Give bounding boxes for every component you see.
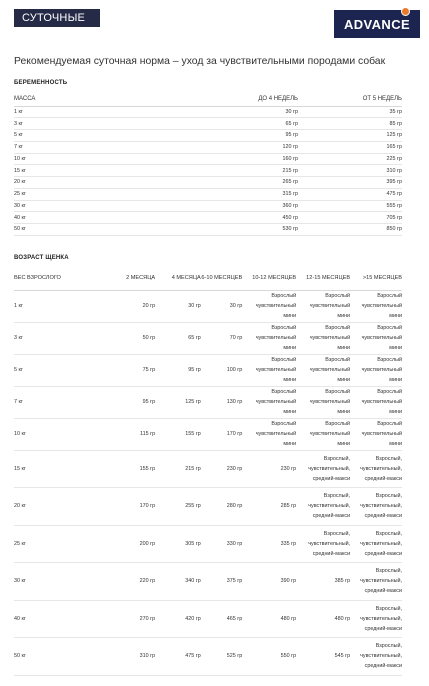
brand-logo: ADVANCE: [334, 10, 420, 38]
table-cell: 10 кг: [14, 153, 194, 165]
table-cell: Взрослый чувствительный мини: [296, 354, 350, 386]
pregnancy-table: [14, 93, 402, 236]
table-cell: Взрослый чувствительный мини: [350, 386, 402, 418]
table-cell: 130 гр: [201, 386, 242, 418]
column-header: 10-12 МЕСЯЦЕВ: [242, 268, 296, 290]
table-cell: 20 гр: [109, 290, 155, 322]
table-cell: 125 гр: [298, 130, 402, 142]
table-cell: Взрослый, чувствительный, средний-макси: [296, 450, 350, 488]
table-cell: Взрослый чувствительный мини: [350, 354, 402, 386]
column-header: 12-15 МЕСЯЦЕВ: [296, 268, 350, 290]
table-row: [14, 290, 402, 322]
table-cell: 3 кг: [14, 118, 194, 130]
table-cell: 95 гр: [109, 386, 155, 418]
table-cell: 125 гр: [155, 386, 201, 418]
table-cell: Взрослый, чувствительный, средний-макси: [350, 638, 402, 676]
table-cell: 555 гр: [298, 200, 402, 212]
table-cell: Взрослый чувствительный мини: [242, 386, 296, 418]
table-cell: Взрослый, чувствительный, средний-макси: [350, 600, 402, 638]
table-cell: 5 кг: [14, 354, 109, 386]
table-row: [14, 386, 402, 418]
table-cell: Взрослый, чувствительный, средний-макси: [350, 563, 402, 601]
table-cell: 335 гр: [242, 525, 296, 563]
column-header: ДО 4 НЕДЕЛЬ: [194, 93, 298, 106]
table-cell: 75 гр: [109, 354, 155, 386]
table-row: [14, 322, 402, 354]
table-row: [14, 130, 402, 142]
table-cell: 310 гр: [109, 638, 155, 676]
table-cell: 70 гр: [201, 322, 242, 354]
table-cell: Взрослый чувствительный мини: [242, 322, 296, 354]
brand-dot-icon: [401, 7, 410, 16]
table-cell: 265 гр: [194, 177, 298, 189]
table-row: [14, 525, 402, 563]
table-cell: 155 гр: [155, 418, 201, 450]
table-cell: 215 гр: [194, 165, 298, 177]
table-cell: 15 кг: [14, 450, 109, 488]
table-cell: 215 гр: [155, 450, 201, 488]
table-cell: 480 гр: [296, 600, 350, 638]
table-cell: 390 гр: [242, 563, 296, 601]
table-cell: 5 кг: [14, 130, 194, 142]
table-cell: 3 кг: [14, 322, 109, 354]
table-cell: 420 гр: [155, 600, 201, 638]
table-row: [14, 224, 402, 236]
table-cell: 280 гр: [201, 488, 242, 526]
table-cell: 230 гр: [242, 450, 296, 488]
table-cell: Взрослый, чувствительный, средний-макси: [350, 450, 402, 488]
table-cell: Взрослый чувствительный мини: [296, 322, 350, 354]
table-cell: 340 гр: [155, 563, 201, 601]
table-row: [14, 600, 402, 638]
table-cell: 20 кг: [14, 177, 194, 189]
table-cell: 50 гр: [109, 322, 155, 354]
table-cell: 40 кг: [14, 600, 109, 638]
table-row: [14, 200, 402, 212]
table-cell: 385 гр: [296, 563, 350, 601]
table-row: [14, 488, 402, 526]
table-cell: 100 гр: [201, 354, 242, 386]
table-cell: 285 гр: [242, 488, 296, 526]
table-cell: 200 гр: [109, 525, 155, 563]
table-cell: 155 гр: [109, 450, 155, 488]
table-cell: 220 гр: [109, 563, 155, 601]
table-cell: 50 кг: [14, 638, 109, 676]
table-cell: 35 гр: [298, 106, 402, 118]
table-cell: Взрослый чувствительный мини: [242, 418, 296, 450]
table-cell: 95 гр: [194, 130, 298, 142]
table-cell: 30 гр: [201, 290, 242, 322]
table-cell: 475 гр: [155, 638, 201, 676]
table-cell: 170 гр: [109, 488, 155, 526]
column-header: ВЕС ВЗРОСЛОГО: [14, 268, 109, 290]
table-cell: 30 кг: [14, 200, 194, 212]
table-cell: 25 кг: [14, 525, 109, 563]
table-cell: 360 гр: [194, 200, 298, 212]
table-row: [14, 212, 402, 224]
table-cell: 480 гр: [242, 600, 296, 638]
table-cell: 25 кг: [14, 188, 194, 200]
table-row: [14, 106, 402, 118]
table-cell: Взрослый чувствительный мини: [242, 354, 296, 386]
section-tag: СУТОЧНЫЕ: [14, 9, 100, 27]
table-cell: 1 кг: [14, 290, 109, 322]
table-cell: 475 гр: [298, 188, 402, 200]
page-title: Рекомендуемая суточная норма – уход за чувствительными породами собак: [14, 56, 386, 67]
column-header: ОТ 5 НЕДЕЛЬ: [298, 93, 402, 106]
column-header: МАССА: [14, 93, 194, 106]
column-header: 4 МЕСЯЦА: [155, 268, 201, 290]
column-header: >15 МЕСЯЦЕВ: [350, 268, 402, 290]
table-cell: 170 гр: [201, 418, 242, 450]
table-cell: Взрослый, чувствительный, средний-макси: [296, 488, 350, 526]
table-header-row: [14, 93, 402, 106]
table-row: [14, 418, 402, 450]
table-cell: 40 кг: [14, 212, 194, 224]
table-cell: 375 гр: [201, 563, 242, 601]
column-header: 2 МЕСЯЦА: [109, 268, 155, 290]
table-cell: 545 гр: [296, 638, 350, 676]
column-header: 6-10 МЕСЯЦЕВ: [201, 268, 242, 290]
table-cell: 30 кг: [14, 563, 109, 601]
table-cell: 15 кг: [14, 165, 194, 177]
table-cell: 310 гр: [298, 165, 402, 177]
table-cell: 50 кг: [14, 224, 194, 236]
table-cell: Взрослый, чувствительный, средний-макси: [350, 488, 402, 526]
table-cell: 7 кг: [14, 386, 109, 418]
table-cell: 305 гр: [155, 525, 201, 563]
table-row: [14, 153, 402, 165]
table-cell: 230 гр: [201, 450, 242, 488]
table-cell: Взрослый чувствительный мини: [350, 290, 402, 322]
table-cell: 465 гр: [201, 600, 242, 638]
table-cell: 530 гр: [194, 224, 298, 236]
table-cell: Взрослый чувствительный мини: [350, 418, 402, 450]
table-cell: 165 гр: [298, 141, 402, 153]
table-cell: 7 кг: [14, 141, 194, 153]
table-row: [14, 118, 402, 130]
table-cell: 20 кг: [14, 488, 109, 526]
table-cell: 115 гр: [109, 418, 155, 450]
table-row: [14, 563, 402, 601]
table-cell: 255 гр: [155, 488, 201, 526]
table-row: [14, 638, 402, 676]
table-row: [14, 141, 402, 153]
table-row: [14, 188, 402, 200]
table-cell: 330 гр: [201, 525, 242, 563]
table-cell: 450 гр: [194, 212, 298, 224]
table-row: [14, 177, 402, 189]
table-row: [14, 165, 402, 177]
table-cell: 1 кг: [14, 106, 194, 118]
table-cell: 550 гр: [242, 638, 296, 676]
table-cell: 225 гр: [298, 153, 402, 165]
table-cell: 120 гр: [194, 141, 298, 153]
table-row: [14, 354, 402, 386]
table-cell: 30 гр: [194, 106, 298, 118]
table-cell: 65 гр: [194, 118, 298, 130]
table-cell: 395 гр: [298, 177, 402, 189]
table-cell: 705 гр: [298, 212, 402, 224]
table-cell: 850 гр: [298, 224, 402, 236]
table-cell: 30 гр: [155, 290, 201, 322]
table-cell: 65 гр: [155, 322, 201, 354]
table-cell: 315 гр: [194, 188, 298, 200]
table-cell: 85 гр: [298, 118, 402, 130]
table-row: [14, 450, 402, 488]
puppy-section-title: ВОЗРАСТ ЩЕНКА: [14, 255, 69, 261]
table-cell: 270 гр: [109, 600, 155, 638]
table-cell: 160 гр: [194, 153, 298, 165]
table-cell: 525 гр: [201, 638, 242, 676]
puppy-table: [14, 268, 402, 676]
table-cell: Взрослый чувствительный мини: [296, 386, 350, 418]
pregnancy-section-title: БЕРЕМЕННОСТЬ: [14, 80, 68, 86]
table-cell: 10 кг: [14, 418, 109, 450]
table-header-row: [14, 268, 402, 290]
table-cell: Взрослый чувствительный мини: [296, 290, 350, 322]
table-cell: Взрослый чувствительный мини: [242, 290, 296, 322]
table-cell: Взрослый чувствительный мини: [350, 322, 402, 354]
table-cell: Взрослый чувствительный мини: [296, 418, 350, 450]
table-cell: Взрослый, чувствительный, средний-макси: [296, 525, 350, 563]
table-cell: Взрослый, чувствительный, средний-макси: [350, 525, 402, 563]
table-cell: 95 гр: [155, 354, 201, 386]
